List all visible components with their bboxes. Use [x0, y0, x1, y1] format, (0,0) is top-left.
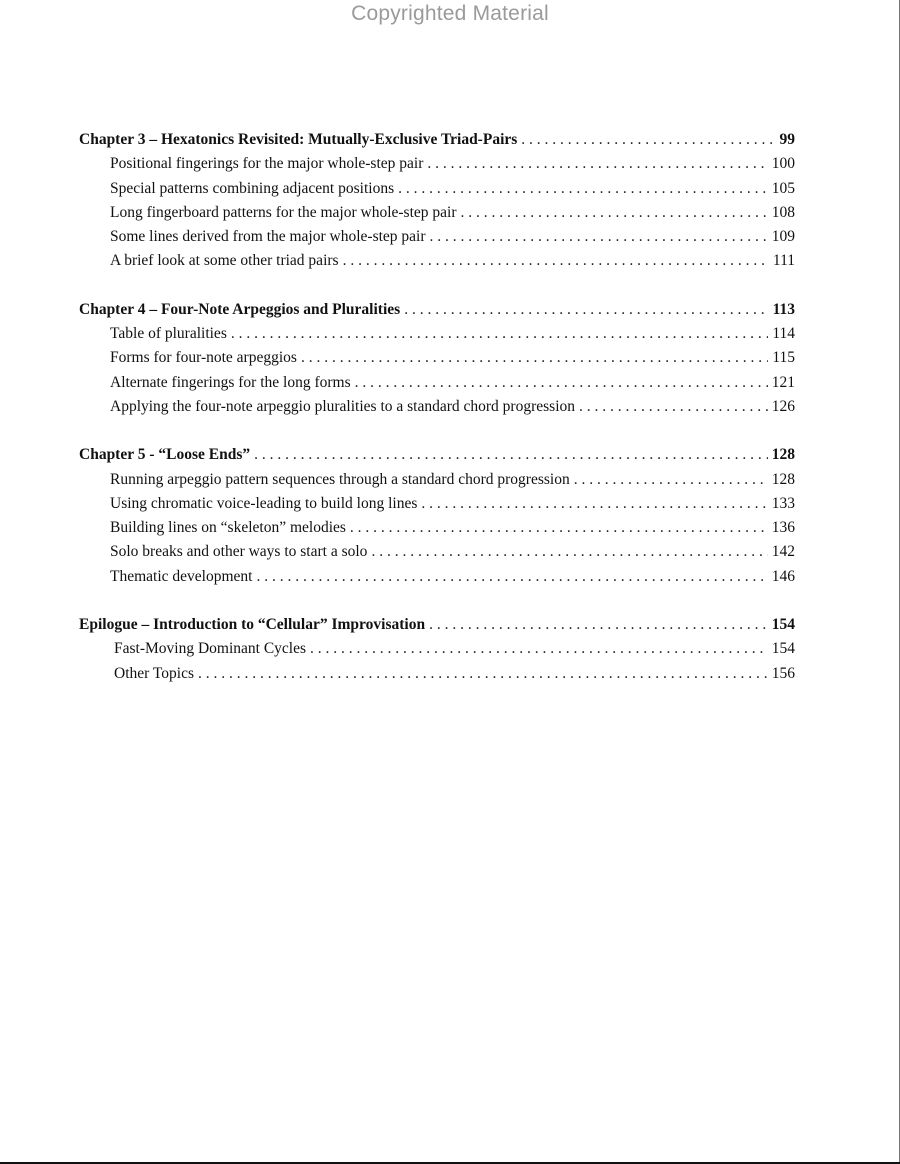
dot-leader — [343, 252, 769, 270]
chapter-title: Chapter 4 – Four-Note Arpeggios and Pluralities — [79, 300, 401, 318]
toc-section-epilogue — [79, 616, 795, 689]
page-number: 109 — [771, 228, 795, 246]
dot-leader — [398, 180, 768, 198]
toc-entry — [79, 495, 795, 519]
entry-title: Forms for four-note arpeggios — [110, 349, 297, 367]
page-number: 136 — [771, 519, 795, 537]
entry-title: Alternate fingerings for the long forms — [110, 373, 351, 391]
entry-title: Other Topics — [114, 664, 194, 682]
toc-entry — [79, 543, 795, 567]
dot-leader — [355, 374, 768, 392]
toc-entry — [79, 471, 795, 495]
entry-title: Table of pluralities — [110, 325, 227, 343]
entry-title: Solo breaks and other ways to start a solo — [110, 543, 368, 561]
chapter-title: Chapter 3 – Hexatonics Revisited: Mutually-Exclusive Triad-Pairs — [79, 131, 518, 148]
dot-leader — [521, 131, 775, 149]
dot-leader — [460, 204, 767, 222]
page-number: 115 — [772, 349, 795, 367]
dot-leader — [430, 228, 768, 246]
dot-leader — [421, 495, 767, 513]
chapter-heading — [79, 131, 795, 155]
page-number: 142 — [771, 543, 795, 561]
toc-entry — [79, 204, 795, 228]
chapter-title: Epilogue – Introduction to “Cellular” Improvisation — [79, 616, 426, 634]
toc-entry — [79, 640, 795, 664]
toc-entry — [79, 325, 795, 349]
toc-entry — [79, 398, 795, 422]
chapter-heading — [79, 616, 795, 640]
page-number: 114 — [772, 325, 795, 343]
page-number: 126 — [771, 397, 795, 415]
entry-title: Using chromatic voice-leading to build long lines — [110, 494, 418, 512]
entry-title: Positional fingerings for the major whole-step pair — [110, 155, 424, 173]
page-number: 99 — [779, 131, 795, 148]
dot-leader — [427, 155, 767, 173]
page-number: 121 — [771, 373, 795, 391]
entry-title: Running arpeggio pattern sequences through a standard chord progression — [110, 470, 570, 488]
table-of-contents — [79, 131, 795, 713]
chapter-title: Chapter 5 - “Loose Ends” — [79, 446, 251, 464]
dot-leader — [231, 325, 768, 343]
dot-leader — [350, 519, 768, 537]
entry-title: A brief look at some other triad pairs — [110, 252, 339, 270]
entry-title: Building lines on “skeleton” melodies — [110, 519, 346, 537]
dot-leader — [404, 301, 768, 319]
dot-leader — [310, 640, 768, 658]
toc-entry — [79, 568, 795, 592]
entry-title: Long fingerboard patterns for the major whole-step pair — [110, 203, 457, 221]
dot-leader — [579, 398, 768, 416]
toc-entry — [79, 665, 795, 689]
toc-entry — [79, 228, 795, 252]
page-number: 146 — [771, 567, 795, 585]
page-number: 113 — [772, 300, 795, 318]
dot-leader — [301, 349, 768, 367]
entry-title: Fast-Moving Dominant Cycles — [114, 640, 307, 658]
page-number: 128 — [771, 470, 795, 488]
dot-leader — [429, 616, 768, 634]
toc-entry — [79, 180, 795, 204]
dot-leader — [574, 471, 768, 489]
entry-title: Applying the four-note arpeggio pluralities to a standard chord progression — [110, 397, 575, 415]
toc-entry — [79, 155, 795, 179]
toc-entry — [79, 519, 795, 543]
toc-section-chapter-4 — [79, 301, 795, 422]
chapter-heading — [79, 446, 795, 470]
dot-leader — [198, 665, 768, 683]
dot-leader — [371, 543, 767, 561]
page-number: 128 — [771, 446, 795, 464]
toc-entry — [79, 349, 795, 373]
page-number: 156 — [771, 664, 795, 682]
toc-section-chapter-3 — [79, 131, 795, 277]
entry-title: Special patterns combining adjacent positions — [110, 179, 395, 197]
toc-entry — [79, 374, 795, 398]
page-number: 111 — [772, 252, 795, 270]
chapter-heading — [79, 301, 795, 325]
toc-entry — [79, 252, 795, 276]
page-number: 105 — [771, 179, 795, 197]
page-number: 154 — [771, 616, 795, 634]
page-number: 100 — [771, 155, 795, 173]
page-number: 108 — [771, 203, 795, 221]
entry-title: Some lines derived from the major whole-step pair — [110, 228, 426, 246]
dot-leader — [256, 568, 767, 586]
page-number: 133 — [771, 494, 795, 512]
dot-leader — [254, 446, 768, 464]
copyright-watermark: Copyrighted Material — [351, 2, 549, 25]
page-number: 154 — [771, 640, 795, 658]
toc-section-chapter-5 — [79, 446, 795, 592]
entry-title: Thematic development — [110, 567, 253, 585]
